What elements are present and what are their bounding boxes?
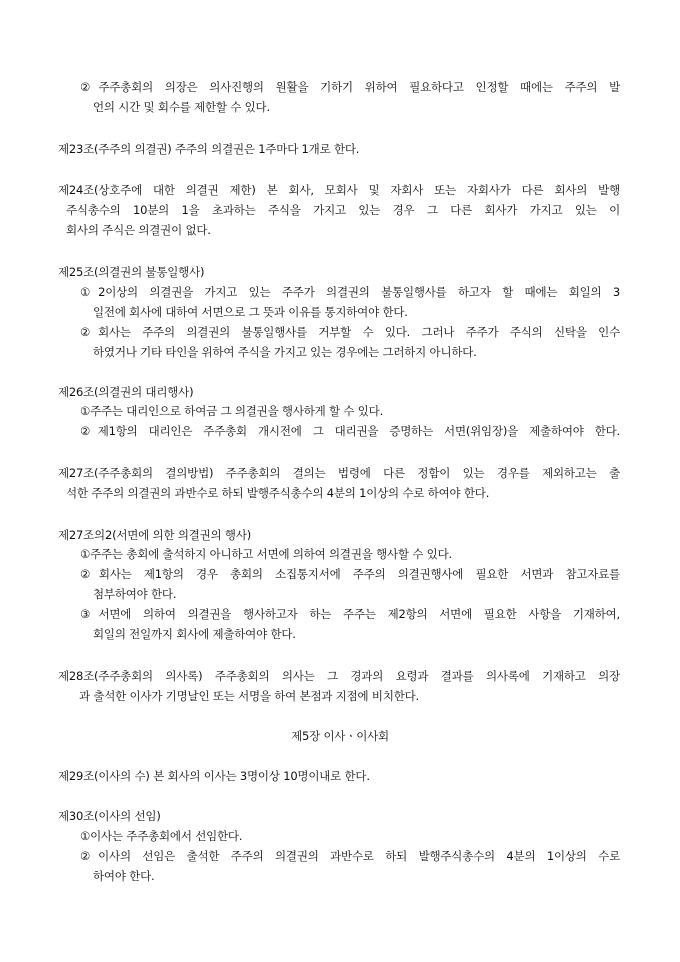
article-27-2-paragraph-3-line-2: 회일의 전일까지 회사에 제출하여야 한다.: [93, 627, 296, 641]
article-30-paragraph-1: ①이사는 주주총회에서 선임한다.: [80, 829, 243, 843]
article-24-line-1: 제24조(상호주에 대한 의결권 제한) 본 회사, 모회사 및 자회사 또는 자회사가 다른 회사의 발행: [58, 183, 620, 197]
article-27-2-title: 제27조의2(서면에 의한 의결권의 행사): [58, 528, 252, 542]
article-25-paragraph-1-line-1: ①2이상의 의결권을 가지고 있는 주주가 의결권의 불통일행사를 하고자 할 때에는 회일의 3: [80, 285, 620, 299]
article-27-line-2: 석한 주주의 의결권의 과반수로 하되 발행주식총수의 4분의 1이상의 수로 하여야 한다.: [66, 486, 490, 500]
chapter-5-heading: 제5장 이사ㆍ이사회: [291, 729, 389, 743]
article-28-line-2: 과 출석한 이사가 기명날인 또는 서명을 하여 본점과 지점에 비치한다.: [79, 689, 420, 703]
article-25-paragraph-2-line-2: 하였거나 기타 타인을 위하여 주식을 가지고 있는 경우에는 그러하지 아니하다.: [93, 345, 477, 359]
article-27-2-paragraph-1: ①주주는 총회에 출석하지 아니하고 서면에 의하여 의결권을 행사할 수 있다.: [80, 547, 452, 561]
article-25-paragraph-2-line-1: ②회사는 주주의 의결권의 불통일행사를 거부할 수 있다. 그러나 주주가 주식의 신탁을 인수: [80, 325, 620, 339]
article-26-paragraph-2: ②제1항의 대리인은 주주총회 개시전에 그 대리권을 증명하는 서면(위임장)을 제출하여야 한다.: [80, 424, 620, 438]
article-29: 제29조(이사의 수) 본 회사의 이사는 3명이상 10명이내로 한다.: [58, 769, 370, 783]
article-26-title: 제26조(의결권의 대리행사): [58, 385, 194, 399]
article-26-paragraph-1: ①주주는 대리인으로 하여금 그 의결권을 행사하게 할 수 있다.: [80, 404, 384, 418]
article-27-2-paragraph-3-line-1: ③서면에 의하여 의결권을 행사하고자 하는 주주는 제2항의 서면에 필요한 사항을 기재하여,: [80, 607, 620, 621]
article-28-line-1: 제28조(주주총회의 의사록) 주주총회의 의사는 그 경과의 요령과 결과를 의사록에 기재하고 의장: [58, 669, 620, 683]
article-27-2-paragraph-2-line-2: 첨부하여야 한다.: [93, 587, 177, 601]
article-27-2-paragraph-2-line-1: ②회사는 제1항의 경우 총회의 소집통지서에 주주의 의결권행사에 필요한 서면과 참고자료를: [80, 567, 620, 581]
article-24-line-2: 주식총수의 10분의 1을 초과하는 주식을 가지고 있는 경우 그 다른 회사가 가지고 있는 이: [66, 203, 620, 217]
article-30-title: 제30조(이사의 선임): [58, 809, 161, 823]
article-23: 제23조(주주의 의결권) 주주의 의결권은 1주마다 1개로 한다.: [58, 142, 360, 156]
article-30-paragraph-2-line-2: 하여야 한다.: [93, 869, 155, 883]
article-30-paragraph-2-line-1: ②이사의 선임은 출석한 주주의 의결권의 과반수로 하되 발행주식총수의 4분의 1이상의 수로: [80, 849, 620, 863]
article-22-paragraph-2-line-2: 언의 시간 및 회수를 제한할 수 있다.: [93, 100, 270, 114]
article-27-line-1: 제27조(주주총회의 결의방법) 주주총회의 결의는 법령에 다른 정함이 있는 경우를 제외하고는 출: [58, 466, 620, 480]
article-22-paragraph-2-line-1: ②주주총회의 의장은 의사진행의 원활을 기하기 위하여 필요하다고 인정할 때에는 주주의 발: [80, 80, 620, 94]
article-25-paragraph-1-line-2: 일전에 회사에 대하여 서면으로 그 뜻과 이유를 통지하여야 한다.: [93, 305, 408, 319]
article-24-line-3: 회사의 주식은 의결권이 없다.: [66, 223, 211, 237]
article-25-title: 제25조(의결권의 불통일행사): [58, 265, 205, 279]
